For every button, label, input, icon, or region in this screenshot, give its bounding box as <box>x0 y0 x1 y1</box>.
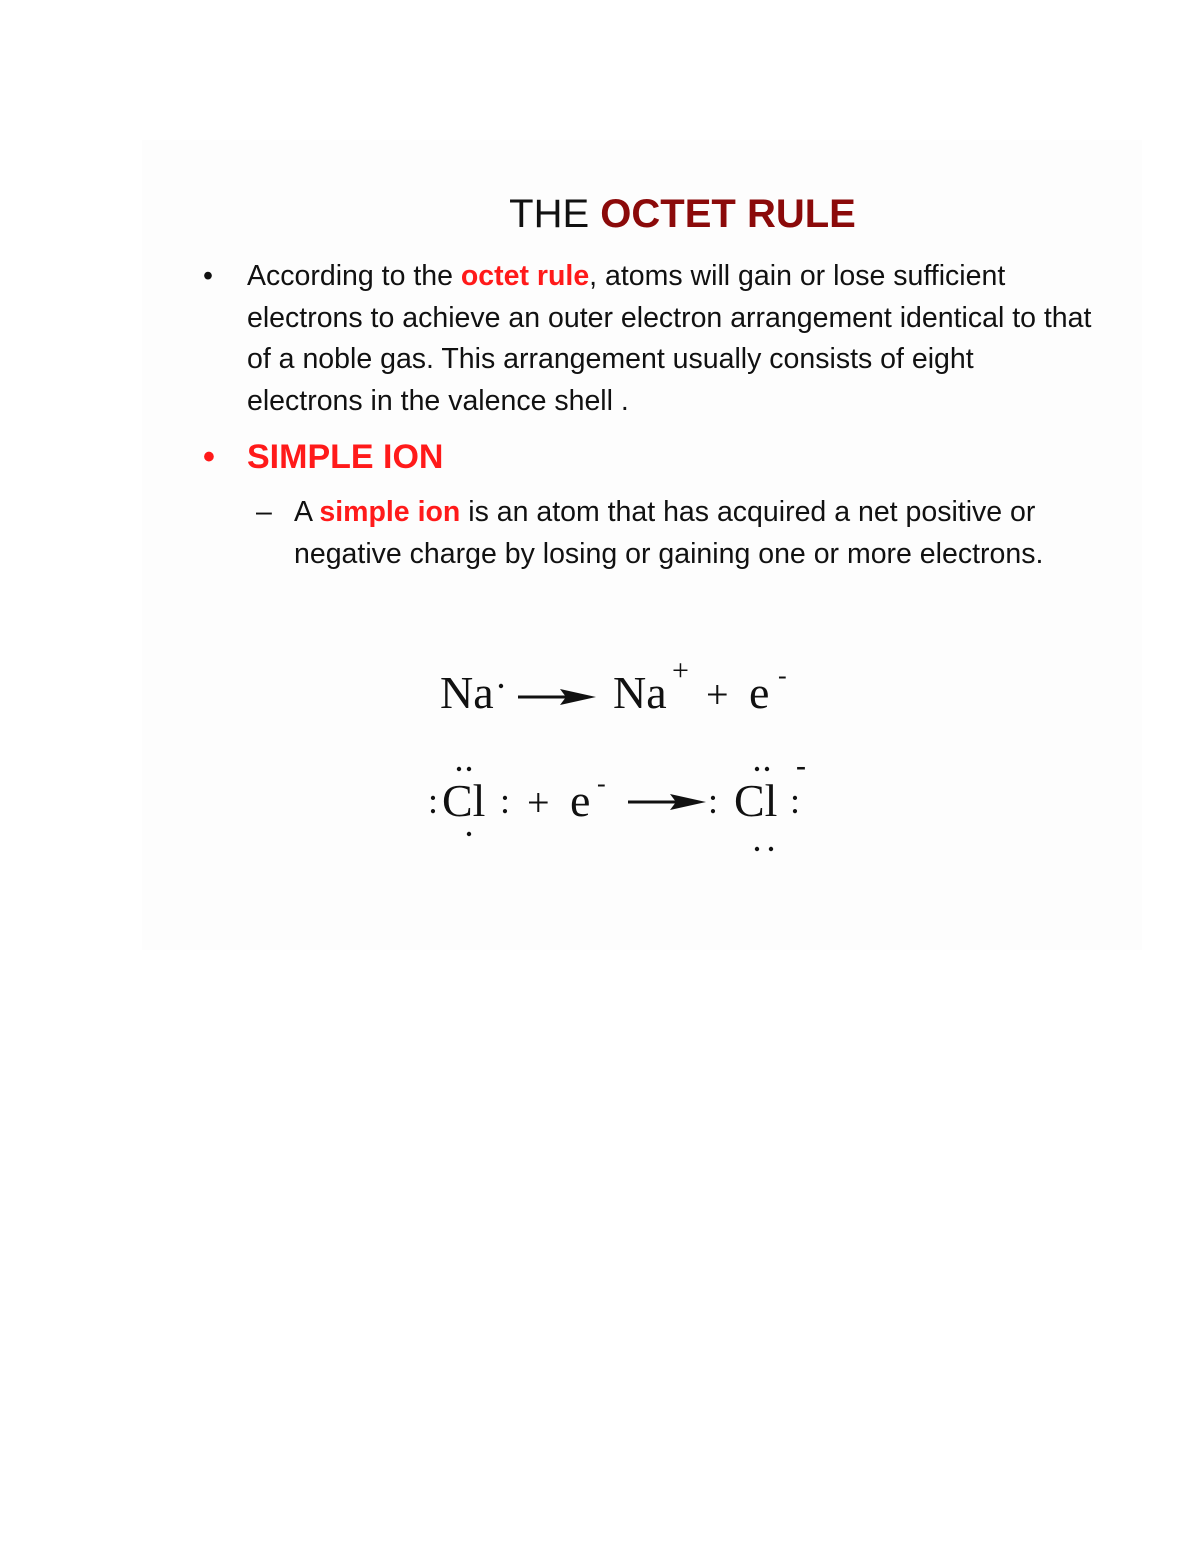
definition-before: A <box>294 496 320 528</box>
cl-ion-product: Cl <box>734 775 778 826</box>
na-electron: e <box>749 667 770 718</box>
cl-ion-bottom-dot-1 <box>755 847 759 851</box>
na-electron-charge: - <box>778 661 787 690</box>
simple-ion-heading: SIMPLE ION <box>247 438 444 476</box>
ion-equations <box>400 640 840 870</box>
dash-bullet-icon: – <box>256 496 272 528</box>
cl-left-colon: : <box>428 781 439 821</box>
na-valence-dot <box>499 684 503 688</box>
cl-ion-top-dot-2 <box>765 767 769 771</box>
cl-electron: e <box>570 775 591 826</box>
title-accent: OCTET RULE <box>600 192 856 236</box>
bullet-text-before: According to the <box>247 260 461 292</box>
cl-reactant: Cl <box>442 775 486 826</box>
bullet-simple-ion <box>203 436 443 478</box>
cl-ion-left-colon: : <box>708 781 719 821</box>
bullet-dot-icon: • <box>203 260 213 292</box>
cl-ion-top-dot-1 <box>755 767 759 771</box>
cl-plus: + <box>527 780 550 825</box>
simple-ion-definition <box>256 491 1126 575</box>
equations-figure <box>400 640 840 870</box>
cl-right-colon: : <box>500 781 511 821</box>
bullet-octet-rule <box>203 256 1093 422</box>
na-arrow-icon <box>518 689 596 705</box>
title-prefix: THE <box>509 192 590 236</box>
cl-top-dot-2 <box>467 767 471 771</box>
bullet-octet-rule-text <box>247 256 1093 422</box>
bullet-dot-icon: • <box>203 438 215 476</box>
cl-ion-charge: - <box>796 749 806 782</box>
cl-electron-charge: - <box>597 769 606 798</box>
cl-bottom-dot <box>467 832 471 836</box>
simple-ion-highlight: simple ion <box>319 496 461 528</box>
cl-ion-right-colon: : <box>790 781 801 821</box>
bullet-text-after: , atoms will gain or lose sufficient electrons to achieve an outer electron arrangement identical to that of a noble gas. This arrangement usually consists of eight electrons in the valence shell . <box>247 260 1092 417</box>
simple-ion-definition-text <box>294 491 1126 575</box>
cl-arrow-icon <box>628 794 706 810</box>
definition-after: is an atom that has acquired a net positive or negative charge by losing or gaining one or more electrons. <box>294 496 1044 570</box>
cl-ion-bottom-dot-2 <box>769 847 773 851</box>
na-plus: + <box>706 672 729 717</box>
na-product-charge: + <box>672 654 689 687</box>
octet-rule-highlight: octet rule <box>460 260 590 292</box>
cl-top-dot-1 <box>457 767 461 771</box>
na-product: Na <box>613 667 667 718</box>
na-reactant: Na <box>440 667 494 718</box>
page-title <box>0 190 1200 238</box>
